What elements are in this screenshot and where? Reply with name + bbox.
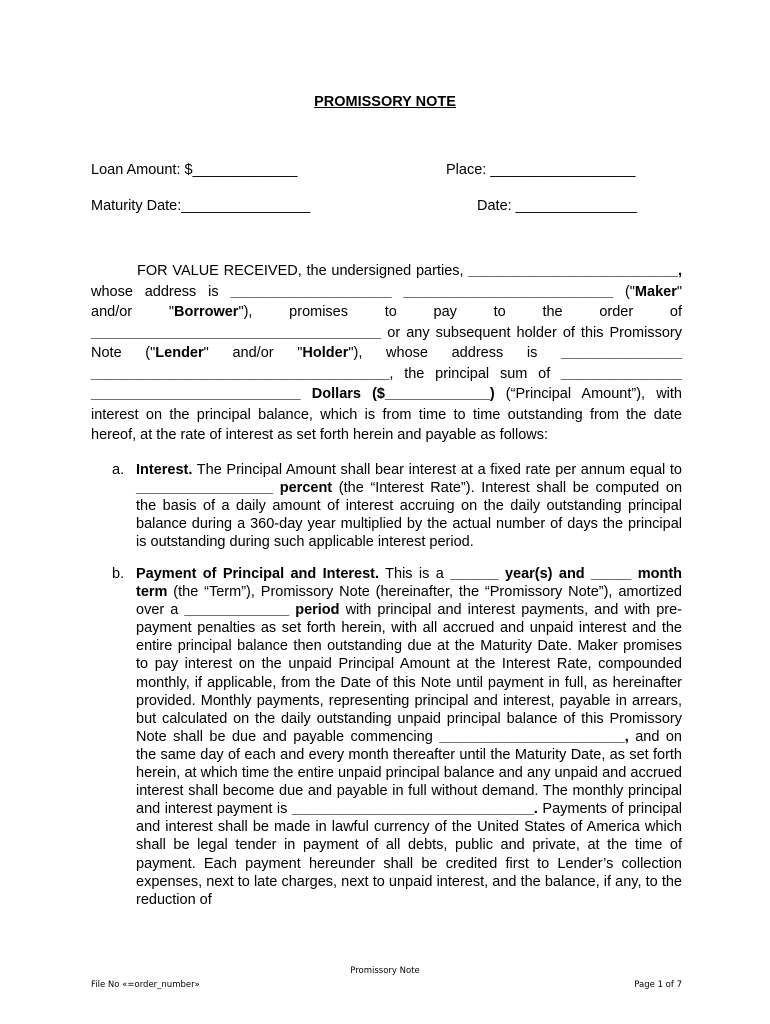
list-item-payment: b. Payment of Principal and Interest. This is a ______ year(s) and _____ month term (the “Term”), Promissory Note (hereinafter, the “Promissory Note”), amortized over a _____________ period with principal and interest payments, and with pre-payment penalties as set forth herein, with all accrued and unpaid interest and the entire principal balance then outstanding due at the Maturity Date. Maker promises to pay interest on the unpaid Principal Amount at the Interest Rate, compounded monthly, if applicable, from the Date of this Note until payment in full, as hereinafter provided. Monthly payments, representing principal and interest, payable in arrears, but calculated on the daily outstanding unpaid principal balance of this Promissory Note shall be due and payable commencing _______________________, and on the same day of each and every month thereafter until the Maturity Date, as set forth herein, at which time the entire unpaid principal balance and any unpaid and accrued interest shall become due and payable in full without demand. The monthly principal and interest payment is ______________________________. Payments of principal and interest shall be made in lawful currency of the United States of America which shall be legal tender in payment of all debts, public and private, at the time of payment. Each payment hereunder shall be credited first to Lender’s collection expenses, next to late charges, next to unpaid interest, and the balance, if any, to the reduction of: [112, 566, 683, 908]
principal-sum-blank: _______________ __________________________ Dollars ($_____________): [91, 365, 682, 402]
terms-list: [112, 461, 682, 551]
commencement-date-blank: _______________________,: [439, 728, 629, 745]
interest-rate-blank: _________________ percent: [136, 480, 333, 497]
loan-amount-field: Loan Amount: $_____________: [91, 162, 298, 178]
footer-file-number: File No «=order_number»: [91, 980, 200, 990]
borrower-address-blank: ____________________ __________________________: [230, 283, 614, 300]
term-blank: ______ year(s) and _____ month term: [136, 566, 683, 601]
borrower-name-blank: __________________________,: [468, 263, 682, 279]
footer-title: Promissory Note: [350, 966, 420, 976]
amortization-blank: _____________ period: [184, 602, 340, 619]
maturity-date-field: Maturity Date:________________: [91, 198, 311, 214]
list-item-interest: a. Interest. The Principal Amount shall bear interest at a fixed rate per annum equal to _________________ percent (the “Interest Rate”). Interest shall be computed on the basis of a daily amount of interest accruing on the daily outstanding principal balance during a 360-day year multiplied by the actual number of days the principal is outstanding during such applicable interest period.: [112, 462, 683, 551]
place-field: Place: __________________: [446, 162, 636, 178]
date-field: Date: _______________: [477, 198, 637, 214]
terms-list-continued: [112, 565, 682, 909]
document-title: PROMISSORY NOTE: [314, 94, 456, 110]
lender-address-blank: _______________ _____________________________________: [91, 345, 683, 382]
footer-page-number: Page 1 of 7: [634, 980, 682, 990]
monthly-payment-blank: ______________________________.: [291, 801, 538, 818]
preamble-paragraph: FOR VALUE RECEIVED, the undersigned parties, __________________________, whose address is ____________________ __________________________ ("Maker" and/or "Borrower"), promises to pay to the order of ____________________________________ or any subsequent holder of this Promissory Note ("Lender" and/or "Holder"), whose address is _______________ _____________________________________, the principal sum of _______________ __________________________ Dollars ($_____________) (“Principal Amount”), with interest on the principal balance, which is from time to time outstanding from the date hereof, at the rate of interest as set forth herein and payable as follows:: [91, 263, 683, 443]
lender-name-blank: ____________________________________: [91, 324, 382, 341]
